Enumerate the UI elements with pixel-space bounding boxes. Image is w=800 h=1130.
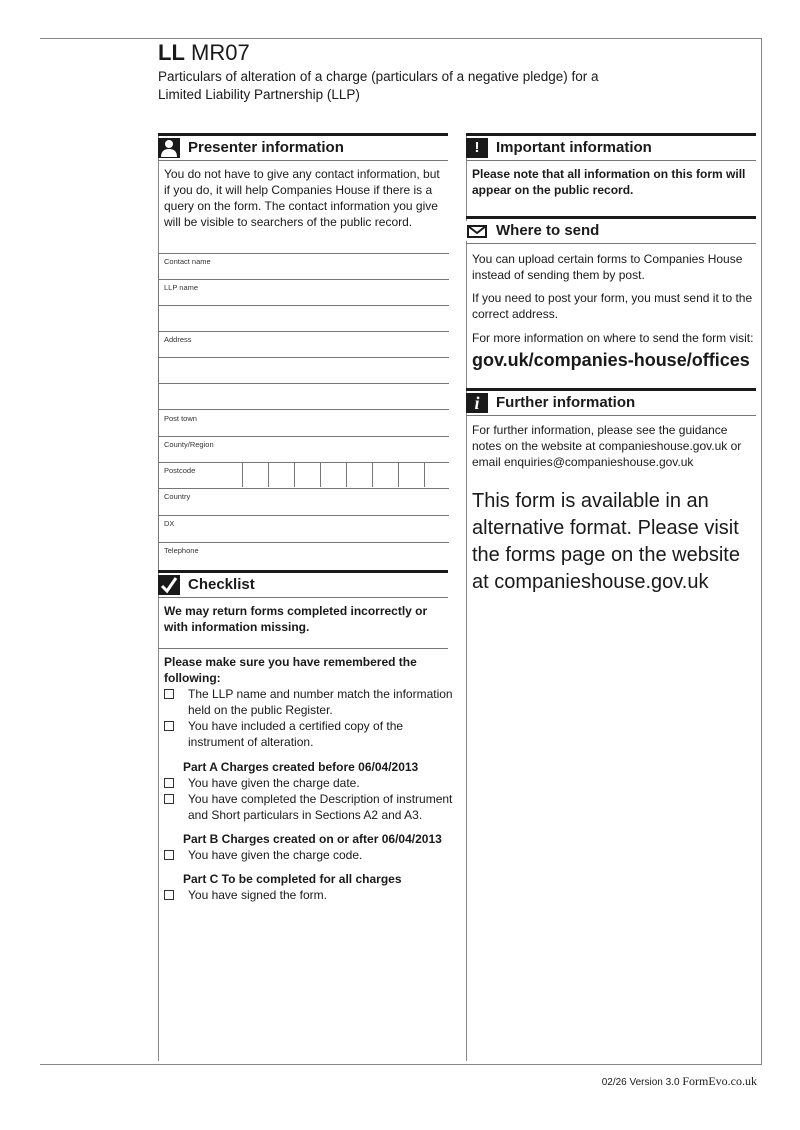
postcode-cell[interactable] (294, 463, 321, 487)
post-town-label: Post town (164, 414, 197, 423)
checklist-title: Checklist (188, 576, 255, 593)
right-frame (761, 38, 762, 1064)
right-column-rule (466, 133, 467, 1061)
brand-label: FormEvo.co.uk (682, 1074, 757, 1088)
telephone-label: Telephone (164, 546, 199, 555)
checkbox[interactable] (164, 721, 174, 731)
checklist-item: You have signed the form. (164, 887, 458, 903)
further-section-header (466, 388, 756, 413)
important-title: Important information (496, 139, 652, 156)
address-label: Address (164, 335, 192, 344)
part-b-heading: Part B Charges created on or after 06/04/2013 (183, 832, 442, 846)
country-label: Country (164, 492, 191, 501)
llp-name-field-line2[interactable] (158, 305, 449, 332)
telephone-field[interactable] (158, 542, 449, 569)
presenter-section-header (158, 133, 448, 158)
address-field-line2[interactable] (158, 357, 449, 384)
info-icon: i (466, 393, 488, 413)
presenter-intro: You do not have to give any contact information, but if you do, it will help Companies House if there is a query on the form. The contact information you give will be visible to searchers of the public record. (164, 167, 440, 229)
form-code-number: MR07 (191, 40, 250, 65)
checkbox[interactable] (164, 689, 174, 699)
checkbox[interactable] (164, 794, 174, 804)
footer (602, 1074, 757, 1089)
checklist-item: You have completed the Description of instrument and Short particulars in Sections A2 and A3. (164, 791, 458, 823)
dx-field[interactable] (158, 515, 449, 543)
llp-name-label: LLP name (164, 283, 199, 292)
exclamation-icon: ! (466, 138, 488, 158)
further-title: Further information (496, 394, 636, 411)
important-text: Please note that all information on this form will appear on the public record. (472, 167, 746, 197)
where-to-send-upload: You can upload certain forms to Companies House instead of sending them by post. (472, 252, 743, 282)
checklist-item: You have given the charge code. (164, 847, 458, 863)
postcode-cell[interactable] (346, 463, 373, 487)
postcode-cell[interactable] (242, 463, 269, 487)
part-a-heading: Part A Charges created before 06/04/2013 (183, 760, 419, 774)
envelope-icon (466, 221, 488, 241)
address-field-line3[interactable] (158, 383, 449, 410)
contact-name-label: Contact name (164, 257, 211, 266)
version-label: 02/26 Version 3.0 (601, 1077, 680, 1088)
checklist-warning: We may return forms completed incorrectly or with information missing. (164, 604, 428, 634)
checklist-item: You have given the charge date. (164, 775, 458, 791)
important-section-header (466, 133, 756, 158)
post-town-field[interactable] (158, 409, 449, 437)
postcode-label: Postcode (164, 466, 196, 475)
county-label: County/Region (164, 440, 214, 449)
bottom-rule (40, 1064, 762, 1065)
form-code-prefix: LL (158, 40, 185, 65)
address-field[interactable] (158, 331, 449, 358)
where-to-send-more: For more information on where to send the form visit: (472, 331, 754, 345)
top-rule (40, 38, 762, 39)
checkmark-icon (158, 575, 180, 595)
form-code (158, 40, 250, 66)
where-to-send-post: If you need to post your form, you must send it to the correct address. (472, 291, 753, 321)
offices-link[interactable]: gov.uk/companies-house/offices (472, 350, 750, 370)
checklist-item: The LLP name and number match the information held on the public Register. (164, 686, 458, 718)
llp-name-field[interactable] (158, 279, 449, 306)
further-text: For further information, please see the guidance notes on the website at companieshouse.gov.uk or email enquiries@companieshouse.gov.uk (472, 423, 742, 469)
checklist-section-header (158, 570, 448, 595)
dx-label: DX (164, 519, 175, 528)
checkbox[interactable] (164, 778, 174, 788)
checklist-remember: Please make sure you have remembered the following: (164, 655, 417, 685)
part-c-heading: Part C To be completed for all charges (183, 872, 402, 886)
checkbox[interactable] (164, 890, 174, 900)
person-icon (158, 138, 180, 158)
checkbox[interactable] (164, 850, 174, 860)
presenter-title: Presenter information (188, 139, 344, 156)
where-to-send-section-header (466, 216, 756, 241)
alternative-format-notice: This form is available in an alternative format. Please visit the forms page on the website at companieshouse.gov.uk (472, 490, 740, 593)
where-to-send-title: Where to send (496, 222, 600, 239)
form-subtitle: Particulars of alteration of a charge (particulars of a negative pledge) for a Limited Liability Partnership (LLP) (158, 69, 599, 102)
postcode-cell[interactable] (398, 463, 425, 487)
country-field[interactable] (158, 488, 449, 516)
checklist-item: You have included a certified copy of the instrument of alteration. (164, 718, 458, 750)
